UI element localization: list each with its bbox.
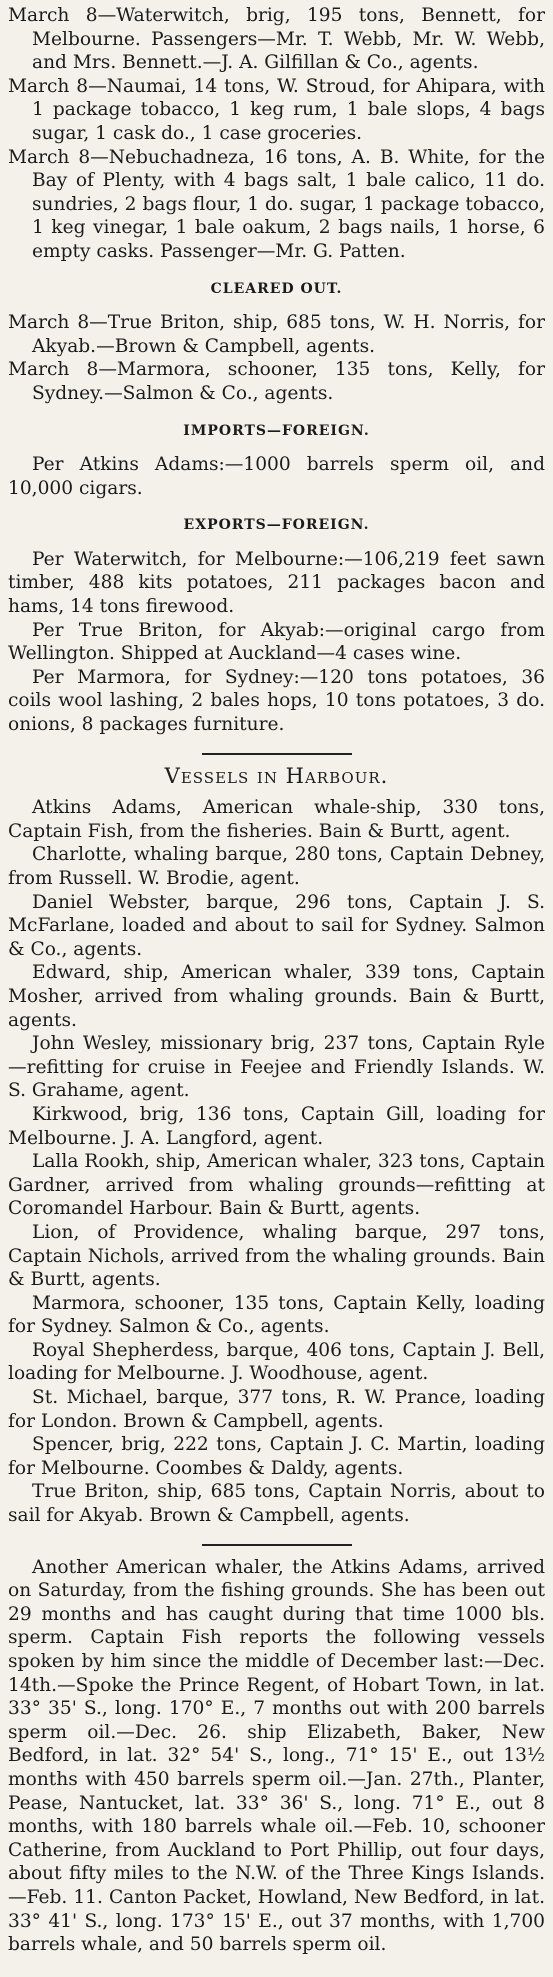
exports-heading: EXPORTS—FOREIGN. — [183, 517, 370, 534]
vessel-entry: Spencer, brig, 222 tons, Captain J. C. Martin, loading for Melbourne. Coombes & Daldy, agents. — [8, 1434, 545, 1479]
imports-heading: IMPORTS—FOREIGN. — [183, 422, 370, 439]
cleared-out-heading: CLEARED OUT. — [210, 280, 343, 297]
vessel-entry: Royal Shepherdess, barque, 406 tons, Captain J. Bell, loading for Melbourne. J. Woodhouse, agent. — [8, 1339, 545, 1385]
vessels-in-harbour-heading: Vessels in Harbour. — [164, 763, 389, 788]
exports-section — [8, 548, 545, 737]
vessels-list — [8, 796, 545, 1527]
vessel-entry: True Briton, ship, 685 tons, Captain Norris, about to sail for Akyab. Brown & Campbell, agents. — [8, 1481, 545, 1527]
arrival-entry: March 8—Naumai, 14 tons, W. Stroud, for Ahipara, with 1 package tobacco, 1 keg rum, 1 bale slops, 4 bags sugar, 1 cask do., 1 case groceries. — [8, 75, 545, 144]
vessel-entry: Lion, of Providence, whaling barque, 297 tons, Captain Nichols, arrived from the whaling grounds. Bain & Burtt, agents. — [8, 1221, 545, 1291]
vessel-entry: Charlotte, whaling barque, 280 tons, Captain Debney, from Russell. W. Brodie, agent. — [8, 844, 545, 889]
vessel-entry: St. Michael, barque, 377 tons, R. W. Prance, loading for London. Brown & Campbell, agents. — [8, 1387, 545, 1432]
whaler-news-story: Another American whaler, the Atkins Adams, arrived on Saturday, from the fishing grounds. She has been out 29 months and has caught during that time 1000 bls. sperm. Captain Fish reports the following vessels spoken by him since the middle of December last:—Dec. 14th.—Spoke the Prince Regent, of Hobart Town, in lat. 33° 35' S., long. 170° E., 7 months out with 200 barrels sperm oil.—Dec. 26. ship Elizabeth, Baker, New Bedford, in lat. 32° 54' S., long., 71° 15' E., out 13½ months with 450 barrels sperm oil.—Jan. 27th., Planter, Pease, Nantucket, lat. 33° 36' S., long. 71° E., out 8 months, with 180 barrels whale oil.—Feb. 10, schooner Catherine, from Auckland to Port Phillip, out four days, about fifty miles to the N.W. of the Three Kings Islands.—Feb. 11. Canton Packet, Howland, New Bedford, in lat. 33° 41' S., long. 173° 15' E., out 37 months, with 1,700 barrels whale, and 50 barrels sperm oil. — [8, 1556, 545, 1956]
vessel-entry: Atkins Adams, American whale-ship, 330 tons, Captain Fish, from the fisheries. Bain & Burtt, agent. — [8, 797, 545, 842]
vessel-entry: Marmora, schooner, 135 tons, Captain Kelly, loading for Sydney. Salmon & Co., agents. — [8, 1292, 545, 1338]
export-paragraph: Per Waterwitch, for Melbourne:—106,219 feet sawn timber, 488 kits potatoes, 211 packages bacon and hams, 14 tons firewood. — [8, 548, 545, 618]
arrivals-section — [8, 4, 545, 264]
arrival-entry: March 8—Waterwitch, brig, 195 tons, Bennett, for Melbourne. Passengers—Mr. T. Webb, Mr. W. Webb, and Mrs. Bennett.—J. A. Gilfillan & Co., agents. — [8, 5, 545, 74]
cleared-entry: March 8—True Briton, ship, 685 tons, W. H. Norris, for Akyab.—Brown & Campbell, agents. — [8, 312, 545, 357]
vessel-entry: Daniel Webster, barque, 296 tons, Captain J. S. McFarlane, loaded and about to sail for Sydney. Salmon & Co., agents. — [8, 891, 545, 960]
vessel-entry: Kirkwood, brig, 136 tons, Captain Gill, loading for Melbourne. J. A. Langford, agent. — [8, 1103, 545, 1149]
vessel-entry: Lalla Rookh, ship, American whaler, 323 tons, Captain Gardner, arrived from whaling grounds—refitting at Coromandel Harbour. Bain & Burtt, agents. — [8, 1151, 545, 1220]
section-divider — [202, 1544, 352, 1546]
export-paragraph: Per Marmora, for Sydney:—120 tons potatoes, 36 coils wool lashing, 2 bales hops, 10 tons potatoes, 3 do. onions, 8 packages furniture. — [8, 666, 545, 736]
section-divider — [202, 753, 352, 755]
cleared-entry: March 8—Marmora, schooner, 135 tons, Kelly, for Sydney.—Salmon & Co., agents. — [8, 359, 545, 404]
vessel-entry: Edward, ship, American whaler, 339 tons, Captain Mosher, arrived from whaling grounds. Bain & Burtt, agents. — [8, 962, 545, 1031]
export-paragraph: Per True Briton, for Akyab:—original cargo from Wellington. Shipped at Auckland—4 cases wine. — [8, 619, 545, 665]
cleared-out-section — [8, 311, 545, 405]
vessel-entry: John Wesley, missionary brig, 237 tons, Captain Ryle—refitting for cruise in Feejee and Friendly Islands. W. S. Grahame, agent. — [8, 1033, 545, 1102]
arrival-entry: March 8—Nebuchadneza, 16 tons, A. B. White, for the Bay of Plenty, with 4 bags salt, 1 bale calico, 11 do. sundries, 2 bags flour, 1 do. sugar, 1 package tobacco, 1 keg vinegar, 1 bale oakum, 2 bags nails, 1 horse, 6 empty casks. Passenger—Mr. G. Patten. — [8, 146, 545, 262]
imports-text: Per Atkins Adams:—1000 barrels sperm oil, and 10,000 cigars. — [8, 454, 545, 499]
